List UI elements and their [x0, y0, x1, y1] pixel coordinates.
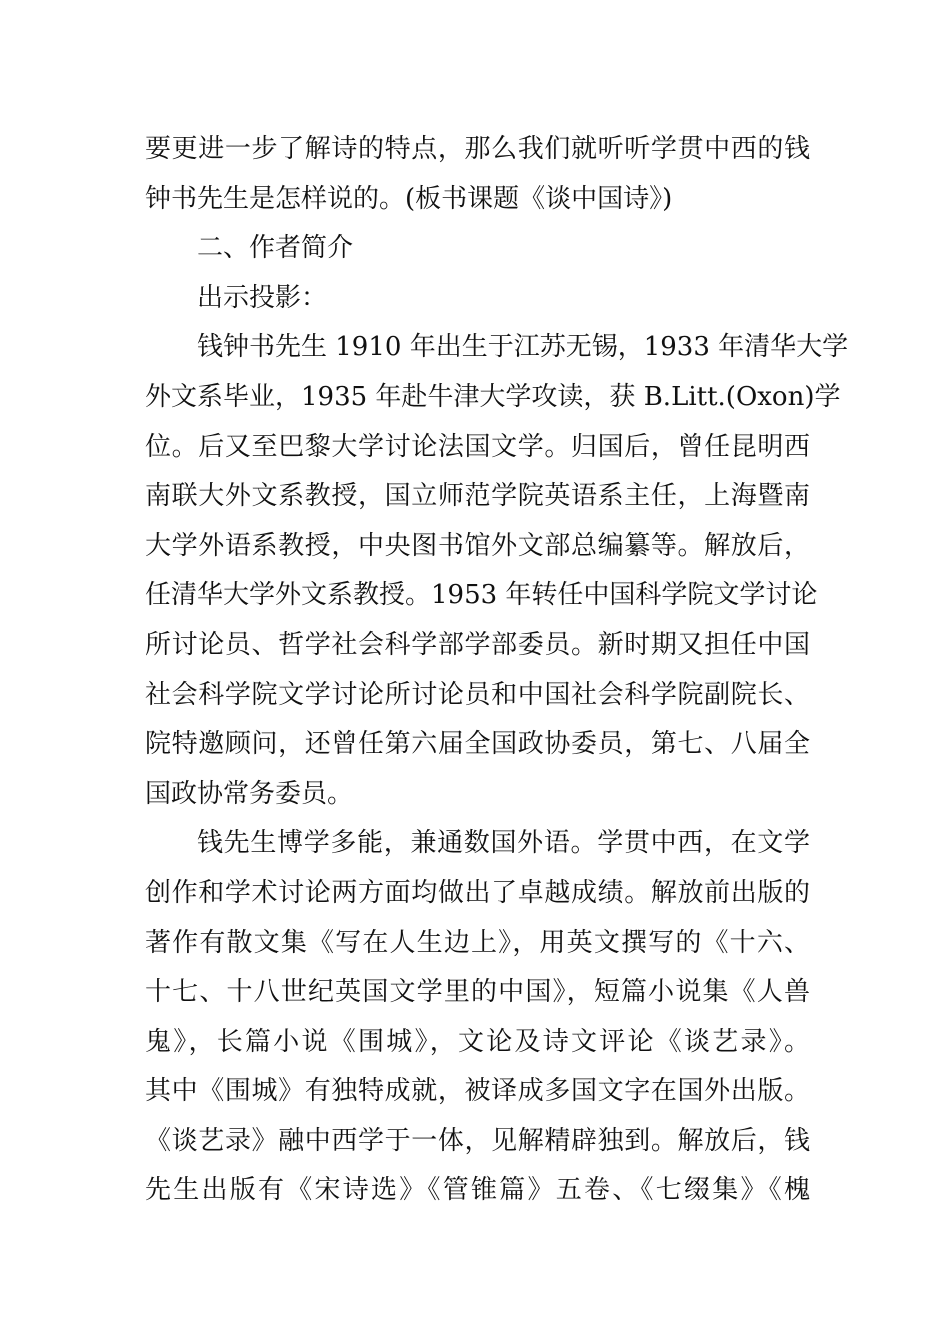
text-line: 其中《围城》有独特成就，被译成多国文字在国外出版。	[145, 1076, 810, 1107]
section-heading: 二、作者简介	[197, 233, 354, 264]
text-line: 国政协常务委员。	[145, 778, 354, 809]
text-line: 南联大外文系教授，国立师范学院英语系主任，上海暨南	[145, 481, 810, 512]
text-line: 位。后又至巴黎大学讨论法国文学。归国后，曾任昆明西	[145, 431, 810, 462]
text-line: 钱钟书先生 1910 年出生于江苏无锡，1933 年清华大学	[197, 332, 849, 363]
text-line: 要更进一步了解诗的特点，那么我们就听听学贯中西的钱	[145, 134, 810, 164]
text-line: 先生出版有《宋诗选》《管锥篇》五卷、《七缀集》《槐	[145, 1175, 810, 1206]
text-line: 钟书先生是怎样说的。(板书课题《谈中国诗》)	[145, 183, 673, 214]
text-line: 外文系毕业，1935 年赴牛津大学攻读，获 B.Litt.(Oxon)学	[145, 381, 841, 412]
text-line: 钱先生博学多能，兼通数国外语。学贯中西，在文学	[197, 828, 810, 859]
text-line: 社会科学院文学讨论所讨论员和中国社会科学院副院长、	[145, 679, 810, 710]
text-line: 所讨论员、哲学社会科学部学部委员。新时期又担任中国	[145, 629, 810, 660]
text-line: 出示投影：	[197, 282, 328, 313]
text-line: 著作有散文集《写在人生边上》，用英文撰写的《十六、	[145, 927, 810, 958]
text-line: 《谈艺录》融中西学于一体，见解精辟独到。解放后，钱	[145, 1125, 810, 1156]
text-line: 任清华大学外文系教授。1953 年转任中国科学院文学讨论	[145, 580, 818, 611]
text-line: 院特邀顾问，还曾任第六届全国政协委员，第七、八届全	[145, 729, 810, 760]
body-text	[145, 125, 849, 1216]
text-line: 十七、十八世纪英国文学里的中国》，短篇小说集《人兽	[145, 977, 810, 1008]
text-line: 创作和学术讨论两方面均做出了卓越成绩。解放前出版的	[145, 877, 810, 908]
text-line: 鬼》，长篇小说《围城》，文论及诗文评论《谈艺录》。	[145, 1026, 810, 1057]
text-line: 大学外语系教授，中央图书馆外文部总编纂等。解放后，	[145, 530, 810, 561]
